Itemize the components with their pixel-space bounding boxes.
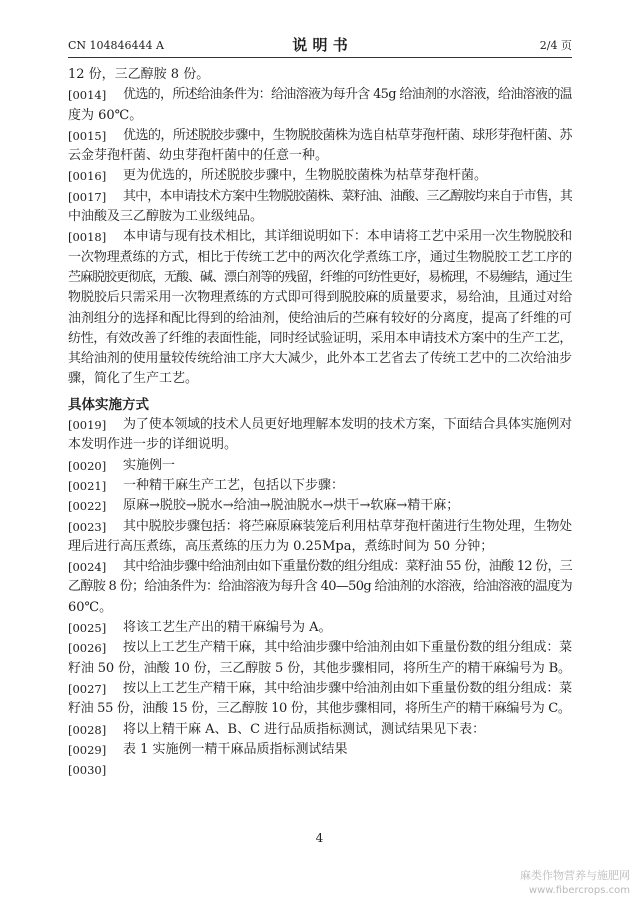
paragraph-row	[68, 268, 572, 288]
paragraph-row	[68, 598, 572, 618]
paragraph-number: [0024]	[68, 560, 107, 575]
paragraph-row	[68, 106, 572, 126]
paragraph-number: [0019]	[68, 418, 107, 433]
paragraph-line: 中油酸及三乙醇胺为工业级纯品。	[68, 209, 264, 225]
paragraph-line: 优选的，所述给油条件为：给油溶液为每升含 45g 给油剂的水溶液，给油溶液的温	[123, 87, 572, 103]
paragraph	[68, 760, 572, 780]
paragraph-line: 其中，本申请技术方案中生物脱胶菌株、菜籽油、油酸、三乙醇胺均来自于市售，其	[123, 188, 572, 204]
paragraph-line: 原麻→脱胶→脱水→给油→脱油脱水→烘干→软麻→精干麻；	[123, 498, 460, 514]
paragraph-line: 物脱胶后只需采用一次物理煮练的方式即可得到脱胶麻的质量要求，易给油，且通过对给	[68, 290, 572, 306]
paragraph	[68, 476, 572, 496]
paragraph-number: [0029]	[68, 742, 107, 757]
paragraph	[68, 415, 572, 456]
paragraph-line: 云金芽孢杆菌、幼虫芽孢杆菌中的任意一种。	[68, 148, 329, 164]
paragraph-number: [0025]	[68, 621, 107, 636]
paragraph-number: [0017]	[68, 189, 107, 204]
page-number: 4	[315, 831, 324, 845]
paragraph-line: 60℃。	[68, 599, 113, 615]
paragraph	[68, 740, 572, 760]
paragraph-row	[68, 349, 572, 369]
paragraph-line: 为了使本领域的技术人员更好地理解本发明的技术方案，下面结合具体实施例对	[123, 417, 572, 433]
paragraph-number: [0020]	[68, 458, 107, 473]
page-header	[68, 36, 572, 54]
paragraph	[68, 720, 572, 740]
paragraph-number: [0030]	[68, 763, 107, 778]
paragraph	[68, 496, 572, 516]
paragraph-line: 其给油剂的使用量较传统给油工序大大减少，此外本工艺省去了传统工艺中的二次给油步	[68, 351, 572, 367]
paragraph-row	[68, 740, 572, 760]
paragraph-line: 表 1 实施例一精干麻品质指标测试结果	[123, 741, 348, 757]
paragraph-line: 按以上工艺生产精干麻，其中给油步骤中给油剂由如下重量份数的组分组成：菜	[123, 640, 572, 656]
paragraph-row	[68, 288, 572, 308]
paragraph-line: 苎麻脱胶更彻底，无酸、碱、漂白剂等的残留，纤维的可纺性更好，易梳理，不易缠结，通过生	[68, 269, 572, 285]
publication-number: CN 104846444 A	[68, 39, 164, 52]
paragraph-line: 籽油 50 份，油酸 10 份，三乙醇胺 5 份，其他步骤相同，将所生产的精干麻编号为 B。	[68, 660, 571, 676]
paragraph-line: 纺性，有效改善了纤维的表面性能，同时经试验证明，采用本申请技术方案中的生产工艺，	[68, 330, 572, 346]
paragraph	[68, 187, 572, 228]
paragraph-line: 骤，简化了生产工艺。	[68, 371, 199, 387]
header-rule	[68, 57, 572, 58]
paragraph-row	[68, 679, 572, 699]
paragraph-row	[68, 618, 572, 638]
paragraph-number: [0023]	[68, 519, 107, 534]
description-body	[68, 65, 572, 780]
paragraph	[68, 638, 572, 679]
paragraph-number: [0015]	[68, 128, 107, 143]
paragraph-line: 度为 60℃。	[68, 107, 143, 123]
paragraph-number: [0028]	[68, 722, 107, 737]
paragraph-number: [0016]	[68, 169, 107, 184]
paragraph-row	[68, 369, 572, 389]
paragraph-number: [0014]	[68, 88, 107, 103]
description-paragraphs	[68, 65, 572, 390]
paragraph-line: 优选的，所述脱胶步骤中，生物脱胶菌株为选自枯草芽孢杆菌、球形芽孢杆菌、苏	[123, 127, 572, 143]
watermark-site-name: 麻类作物营养与施肥网	[520, 869, 630, 882]
paragraph-row	[68, 760, 572, 780]
paragraph-number: [0026]	[68, 641, 107, 656]
paragraph-line: 本申请与现有技术相比，其详细说明如下：本申请将工艺中采用一次生物脱胶和	[123, 229, 572, 245]
paragraph	[68, 85, 572, 126]
paragraph-row	[68, 720, 572, 740]
paragraph-line: 按以上工艺生产精干麻，其中给油步骤中给油剂由如下重量份数的组分组成：菜	[123, 680, 572, 696]
paragraph-number: [0027]	[68, 681, 107, 696]
paragraph-row	[68, 537, 572, 557]
paragraph-line: 乙醇胺 8 份；给油条件为：给油溶液为每升含 40—50g 给油剂的水溶液，给油溶液的温度为	[68, 579, 572, 595]
paragraph-row	[68, 248, 572, 268]
paragraph	[68, 618, 572, 638]
paragraph-row	[68, 166, 572, 186]
paragraph-row	[68, 207, 572, 227]
watermark-url: www.fibercrops.com	[528, 885, 630, 896]
paragraph	[68, 126, 572, 167]
paragraph-row	[68, 227, 572, 247]
paragraph	[68, 166, 572, 186]
paragraph-line: 本发明作进一步的详细说明。	[68, 437, 238, 453]
paragraph-line: 12 份，三乙醇胺 8 份。	[68, 67, 210, 82]
paragraph-row	[68, 329, 572, 349]
paragraph-row	[68, 557, 572, 577]
paragraph-row	[68, 309, 572, 329]
paragraph-row	[68, 65, 572, 85]
paragraph-row	[68, 456, 572, 476]
page-indicator: 2/4 页	[539, 39, 572, 52]
paragraph-row	[68, 146, 572, 166]
paragraph-row	[68, 187, 572, 207]
paragraph-row	[68, 638, 572, 658]
paragraph-line: 籽油 55 份，油酸 15 份，三乙醇胺 10 份，其他步骤相同，将所生产的精干麻编号为 C。	[68, 701, 571, 717]
paragraph-number: [0018]	[68, 230, 107, 245]
paragraph	[68, 65, 572, 85]
paragraph-row	[68, 659, 572, 679]
paragraph-line: 将以上精干麻 A、B、C 进行品质指标测试，测试结果见下表：	[123, 721, 486, 737]
paragraph-row	[68, 496, 572, 516]
paragraph	[68, 517, 572, 558]
paragraph-number: [0022]	[68, 499, 107, 514]
paragraph	[68, 679, 572, 720]
paragraph-row	[68, 415, 572, 435]
document-title: 说 明 书	[292, 36, 348, 54]
paragraph-line: 其中给油步骤中给油剂由如下重量份数的组分组成：菜籽油 55 份，油酸 12 份，三	[123, 559, 572, 575]
paragraph-line: 其中脱胶步骤包括：将苎麻原麻装笼后利用枯草芽孢杆菌进行生物处理，生物处	[123, 518, 572, 534]
embodiment-paragraphs	[68, 415, 572, 780]
paragraph-line: 更为优选的，所述脱胶步骤中，生物脱胶菌株为枯草芽孢杆菌。	[123, 168, 488, 184]
paragraph	[68, 227, 572, 389]
paragraph-row	[68, 85, 572, 105]
paragraph-number: [0021]	[68, 478, 107, 493]
paragraph-line: 理后进行高压煮练，高压煮练的压力为 0.25Mpa，煮练时间为 50 分钟；	[68, 538, 494, 554]
paragraph-line: 油剂组分的选择和配比得到的给油剂，使给油后的苎麻有较好的分离度，提高了纤维的可	[68, 310, 572, 326]
paragraph-row	[68, 476, 572, 496]
paragraph-line: 一次物理煮练的方式，相比于传统工艺中的两次化学煮练工序，通过生物脱胶工艺工序的	[68, 249, 572, 265]
paragraph	[68, 456, 572, 476]
paragraph-row	[68, 699, 572, 719]
paragraph-line: 一种精干麻生产工艺，包括以下步骤：	[123, 477, 345, 493]
paragraph-row	[68, 435, 572, 455]
paragraph-line: 实施例一	[123, 457, 176, 473]
paragraph	[68, 557, 572, 618]
section-heading: 具体实施方式	[68, 396, 149, 413]
paragraph-line: 将该工艺生产出的精干麻编号为 A。	[123, 620, 332, 636]
paragraph-row	[68, 577, 572, 597]
paragraph-row	[68, 126, 572, 146]
paragraph-row	[68, 517, 572, 537]
